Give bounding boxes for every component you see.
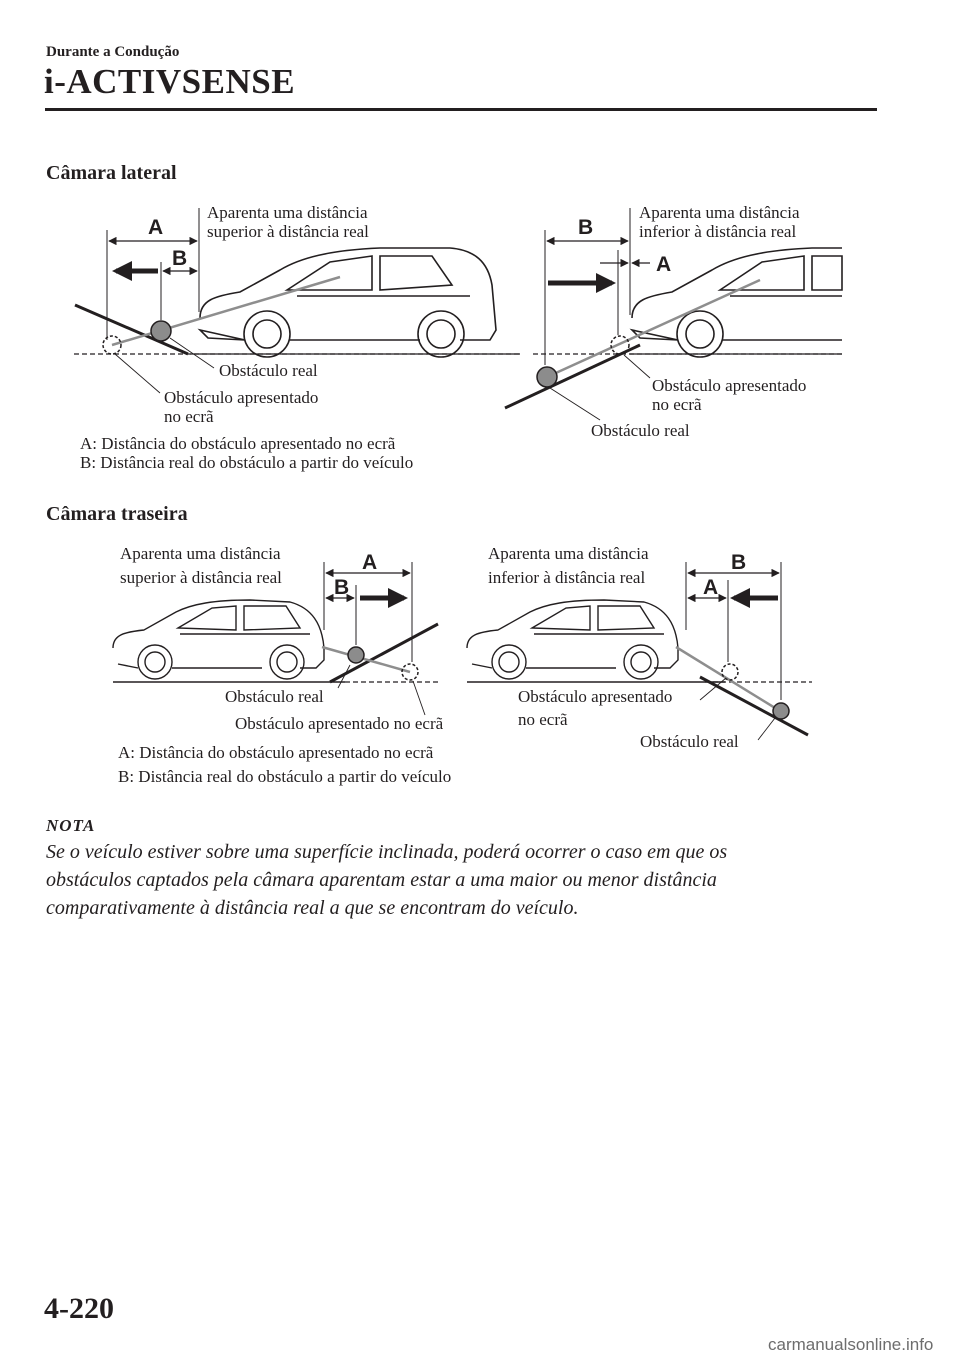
rear-right-callout-line2: inferior à distância real [488,568,646,587]
rear-right-real-obstacle-label: Obstáculo real [640,732,739,751]
watermark: carmanualsonline.info [768,1335,934,1354]
car-side-left [200,248,496,357]
note-line-1: Se o veículo estiver sobre uma superfície inclinada, poderá ocorrer o caso em que os [46,841,728,863]
real-obstacle-ball [151,321,171,341]
car-rear-left [113,600,324,679]
rear-left-real-ball [348,647,364,663]
side-left-callout-line2: superior à distância real [207,222,369,241]
rear-right-callout-line1: Aparenta uma distância [488,544,649,563]
side-left-shown-obstacle-line1: Obstáculo apresentado [164,388,319,407]
side-left-letter-a: A [148,216,164,239]
rear-left-real-obstacle-label: Obstáculo real [225,687,324,706]
side-right-shown-obstacle-line1: Obstáculo apresentado [652,376,807,395]
rear-left-letter-b: B [334,576,350,599]
side-right-callout-line2: inferior à distância real [639,222,797,241]
chapter-title: i-ACTIVSENSE [44,62,296,101]
rear-left-callout-line2: superior à distância real [120,568,282,587]
note-line-2: obstáculos captados pela câmara aparentam estar a uma maior ou menor distância [46,869,717,891]
rear-right-real-ball [773,703,789,719]
side-left-real-obstacle-label: Obstáculo real [219,361,318,380]
page-number: 4-220 [44,1292,114,1325]
side-legend-b: B: Distância real do obstáculo a partir do veículo [80,453,414,472]
side-legend-a: A: Distância do obstáculo apresentado no ecrã [80,434,396,453]
side-right-callout-line1: Aparenta uma distância [639,203,800,222]
side-right-shown-obstacle-line2: no ecrã [652,395,702,414]
rear-camera-heading: Câmara traseira [46,503,188,525]
side-camera-heading: Câmara lateral [46,162,177,184]
rear-right-shown-obstacle-line2: no ecrã [518,710,568,729]
side-right-letter-b: B [578,216,594,239]
note-title: NOTA [46,816,96,835]
rear-legend-b: B: Distância real do obstáculo a partir do veículo [118,767,452,786]
rear-right-shown-obstacle-line1: Obstáculo apresentado [518,687,673,706]
rear-right-letter-b: B [731,551,747,574]
rear-left-callout-line1: Aparenta uma distância [120,544,281,563]
section-label: Durante a Condução [46,44,180,60]
side-right-real-obstacle-label: Obstáculo real [591,421,690,440]
rear-legend-a: A: Distância do obstáculo apresentado no ecrã [118,743,434,762]
car-rear-right [467,600,678,679]
rear-left-shown-obstacle-label: Obstáculo apresentado no ecrã [235,714,444,733]
side-left-shown-obstacle-line2: no ecrã [164,407,214,426]
side-right-letter-a: A [656,253,672,276]
rear-right-letter-a: A [703,576,719,599]
rear-left-letter-a: A [362,551,378,574]
side-left-letter-b: B [172,247,188,270]
note-line-3: comparativamente à distância real a que se encontram do veículo. [46,897,579,919]
real-obstacle-ball-right [537,367,557,387]
side-left-callout-line1: Aparenta uma distância [207,203,368,222]
